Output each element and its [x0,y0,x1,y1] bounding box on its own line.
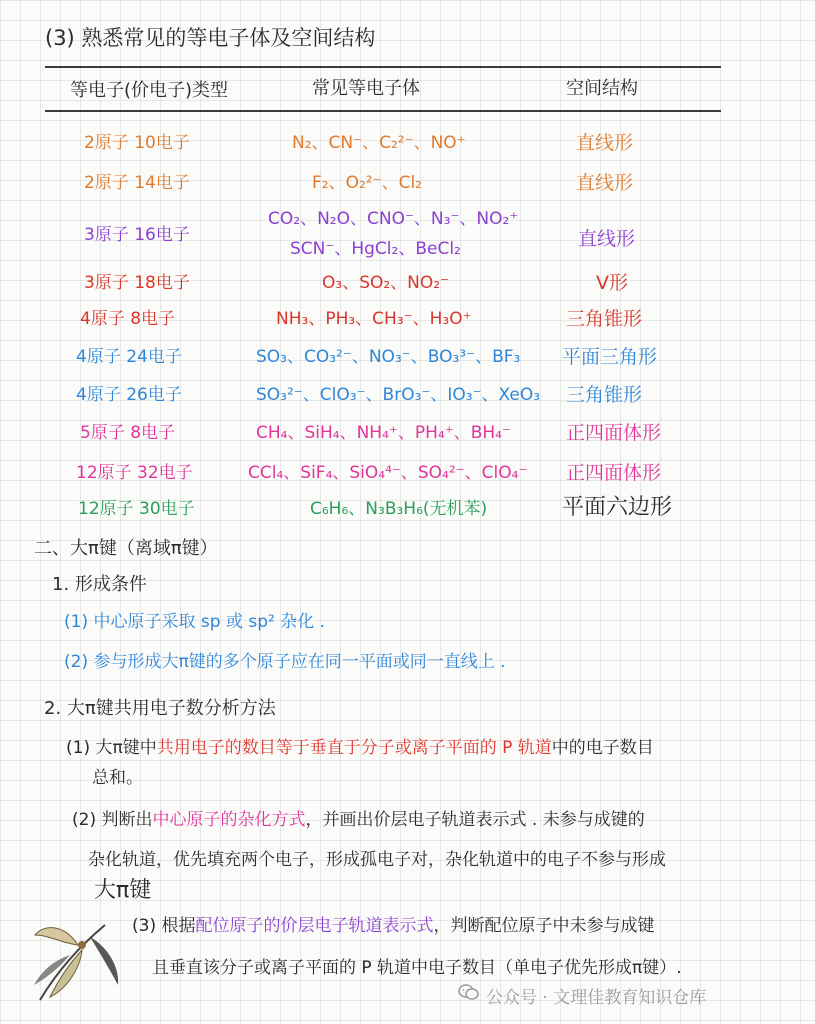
row-structure: V形 [596,272,628,294]
row-structure: 三角锥形 [566,384,643,406]
method-1-highlight: 共用电子的数目等于垂直于分子或离子平面的 P 轨道 [156,738,552,758]
row-type: 2原子 10电子 [84,133,190,153]
row-type: 4原子 24电子 [76,347,182,367]
row-type: 2原子 14电子 [84,173,190,193]
method-3-highlight: 配位原子的价层电子轨道表示式 [195,916,434,936]
row-examples: CO₂、N₂O、CNO⁻、N₃⁻、NO₂⁺ [268,209,519,229]
table-header-rule [45,110,721,112]
table-row [0,490,815,520]
method-1-lead: (1) 大π键中 [66,738,157,758]
subsection-methods: 2. 大π键共用电子数分析方法 [44,698,276,719]
method-2-tail: ，并画出价层电子轨道表示式 . 未参与成键的 [305,810,645,830]
table-row [0,454,815,484]
table-row [0,200,815,260]
method-2-line-3: 大π键 [94,878,152,903]
row-structure: 直线形 [576,132,634,154]
wechat-icon [458,983,480,1001]
table-row [0,376,815,406]
row-examples: CCl₄、SiF₄、SiO₄⁴⁻、SO₄²⁻、ClO₄⁻ [248,463,528,483]
row-type: 3原子 16电子 [84,225,190,245]
table-row [0,300,815,330]
row-type: 5原子 8电子 [80,423,176,443]
header-structure: 空间结构 [566,78,638,99]
row-structure: 直线形 [578,228,636,250]
row-examples: SO₃、CO₃²⁻、NO₃⁻、BO₃³⁻、BF₃ [256,347,521,367]
row-examples: SO₃²⁻、ClO₃⁻、BrO₃⁻、IO₃⁻、XeO₃ [256,385,541,405]
page-heading: (3) 熟悉常见的等电子体及空间结构 [45,26,376,50]
method-3-lead: (3) 根据 [132,916,196,936]
header-examples: 常见等电子体 [312,78,420,99]
method-2-line-2: 杂化轨道，优先填充两个电子，形成孤电子对，杂化轨道中的电子不参与形成 [88,850,666,870]
row-examples: F₂、O₂²⁻、Cl₂ [312,173,422,193]
watermark-text: 公众号 · 文理佳教育知识仓库 [486,988,707,1008]
table-row [0,338,815,368]
method-2-highlight: 中心原子的杂化方式 [152,810,306,830]
condition-1: (1) 中心原子采取 sp 或 sp² 杂化 . [64,612,326,632]
row-structure: 平面六边形 [562,495,673,520]
row-type: 4原子 26电子 [76,385,182,405]
table-row [0,264,815,294]
row-structure: 正四面体形 [566,422,662,444]
row-examples: O₃、SO₂、NO₂⁻ [322,273,450,293]
row-type: 3原子 18电子 [84,273,190,293]
row-type: 12原子 30电子 [78,499,195,519]
method-1-tail: 中的电子数目 [551,738,654,758]
row-examples-2: SCN⁻、HgCl₂、BeCl₂ [290,239,461,259]
method-2-lead: (2) 判断出 [72,810,153,830]
row-examples: NH₃、PH₃、CH₃⁻、H₃O⁺ [276,309,472,329]
table-row [0,164,815,194]
row-type: 12原子 32电子 [76,463,193,483]
row-structure: 平面三角形 [562,346,658,368]
method-3-line-1 [132,918,654,935]
flower-illustration [20,905,130,1015]
row-type: 4原子 8电子 [80,309,176,329]
condition-2: (2) 参与形成大π键的多个原子应在同一平面或同一直线上 . [64,652,506,672]
row-structure: 直线形 [576,172,634,194]
row-structure: 三角锥形 [566,308,643,330]
method-2-line-1 [72,812,645,829]
method-3-tail: ，判断配位原子中未参与成键 [433,916,655,936]
row-examples: C₆H₆、N₃B₃H₆(无机苯) [310,499,488,519]
method-3-line-2: 且垂直该分子或离子平面的 P 轨道中电子数目（单电子优先形成π键）. [152,958,682,978]
header-type: 等电子(价电子)类型 [70,80,229,101]
table-row [0,124,815,154]
table-top-rule [45,66,721,68]
row-structure: 正四面体形 [566,462,662,484]
subsection-conditions: 1. 形成条件 [52,574,147,595]
method-1-line-1 [66,740,654,757]
section-title: 二、大π键（离域π键） [34,538,218,559]
row-examples: CH₄、SiH₄、NH₄⁺、PH₄⁺、BH₄⁻ [256,423,511,443]
row-examples: N₂、CN⁻、C₂²⁻、NO⁺ [292,133,466,153]
method-1-line-2: 总和。 [92,768,143,788]
table-row [0,414,815,444]
